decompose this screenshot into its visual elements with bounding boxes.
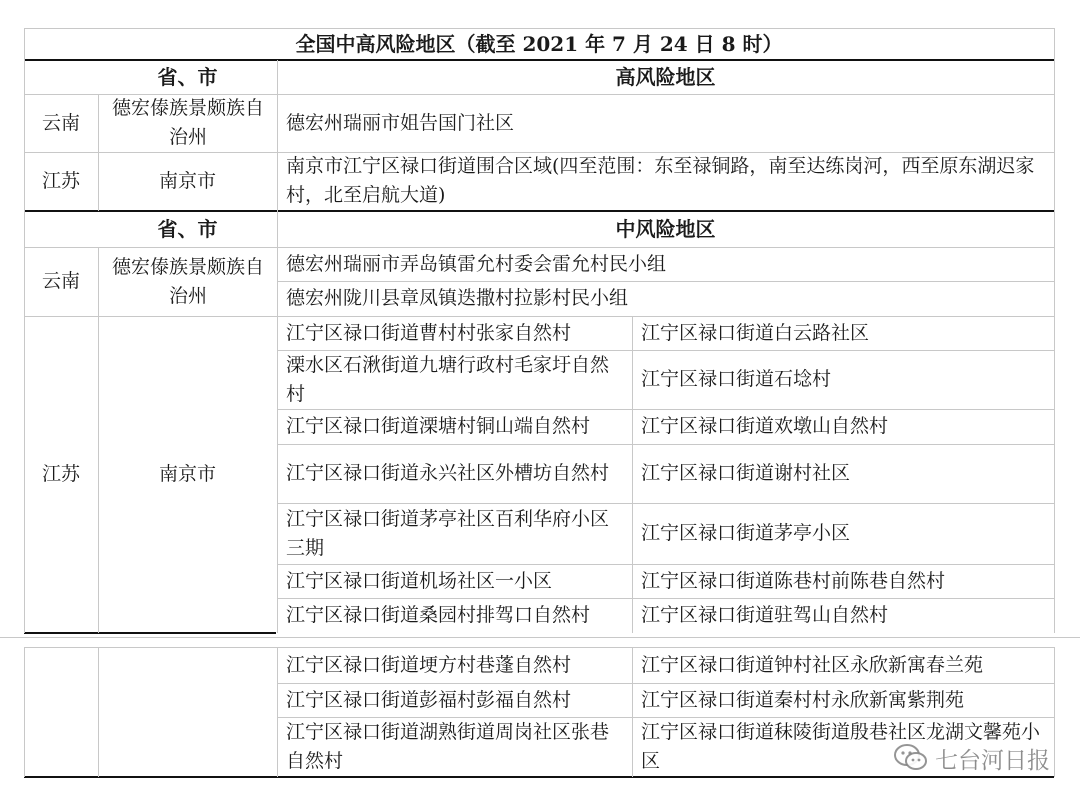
medium-area-left: 江宁区禄口街道茅亭社区百利华府小区三期 (286, 507, 610, 559)
high-row-province: 江苏 (41, 169, 80, 192)
medium-area-right: 江宁区禄口街道白云路社区 (641, 321, 870, 344)
medium-area-right: 江宁区禄口街道陈巷村前陈巷自然村 (641, 569, 946, 592)
medium-area-right: 江宁区禄口街道谢村社区 (641, 462, 851, 484)
high-header-region: 省、市 (157, 64, 218, 89)
medium-jiangsu-city: 南京市 (158, 462, 216, 485)
medium-area-right: 江宁区禄口街道秦村村永欣新寓紫荆苑 (641, 688, 965, 711)
high-row-city: 德宏傣族景颇族自治州 (111, 97, 264, 148)
table-bottom-border (24, 776, 1054, 778)
medium-area-right: 江宁区禄口街道钟村社区永欣新寓春兰苑 (641, 654, 984, 676)
table-right-border (1054, 60, 1055, 633)
medium-yunnan-area: 德宏州陇川县章凤镇迭撒村拉影村民小组 (286, 287, 629, 309)
high-row-area: 德宏州瑞丽市姐告国门社区 (286, 111, 515, 134)
table-right-border (1054, 28, 1055, 60)
high-row-area: 南京市江宁区禄口街道围合区域(四至范围：东至禄铜路，南至达练岗河，西至原东湖迟家村，北至启航大道) (286, 155, 1035, 206)
medium-header-region: 省、市 (157, 216, 218, 241)
medium-area-left: 江宁区禄口街道湖熟街道周岗社区张巷自然村 (286, 720, 610, 772)
table-left-border (24, 647, 25, 777)
watermark-text: 七台河日报 (935, 747, 1050, 774)
medium-area-right: 江宁区禄口街道秣陵街道殷巷社区龙湖文馨苑小区 (641, 720, 1041, 772)
medium-jiangsu-province: 江苏 (41, 462, 80, 485)
page1-bottom-border-left (24, 632, 276, 634)
medium-area-left: 江宁区禄口街道埂方村巷蓬自然村 (286, 654, 572, 676)
medium-area-right: 江宁区禄口街道驻驾山自然村 (641, 603, 889, 626)
medium-header-area: 中风险地区 (615, 216, 716, 241)
high-row-city: 南京市 (158, 169, 216, 192)
medium-area-right: 江宁区禄口街道欢墩山自然村 (641, 415, 889, 437)
watermark (893, 740, 1050, 776)
high-row-province: 云南 (41, 111, 80, 134)
medium-area-right: 江宁区禄口街道茅亭小区 (641, 522, 851, 544)
page1-bottom-border (0, 637, 1080, 638)
medium-area-left: 江宁区禄口街道曹村村张家自然村 (286, 321, 572, 344)
high-header-area: 高风险地区 (615, 64, 716, 89)
medium-area-left: 江宁区禄口街道彭福村彭福自然村 (286, 688, 572, 711)
medium-area-left: 江宁区禄口街道桑园村排驾口自然村 (286, 603, 591, 626)
medium-yunnan-area: 德宏州瑞丽市弄岛镇雷允村委会雷允村民小组 (286, 252, 667, 275)
medium-yunnan-province: 云南 (41, 270, 80, 292)
medium-area-left: 江宁区禄口街道溧塘村铜山端自然村 (286, 415, 591, 437)
table-title: 全国中高风险地区（截至 2021 年 7 月 24 日 8 时） (295, 31, 783, 56)
province-column-border (98, 647, 99, 777)
wechat-icon (893, 742, 929, 774)
medium-area-left: 江宁区禄口街道机场社区一小区 (286, 569, 553, 592)
table-right-border (1054, 647, 1055, 777)
medium-yunnan-city: 德宏傣族景颇族自治州 (111, 255, 264, 307)
medium-area-left: 江宁区禄口街道永兴社区外槽坊自然村 (286, 462, 610, 484)
medium-area-left: 溧水区石湫街道九塘行政村毛家圩自然村 (286, 353, 610, 405)
medium-area-right: 江宁区禄口街道石埝村 (641, 368, 832, 390)
